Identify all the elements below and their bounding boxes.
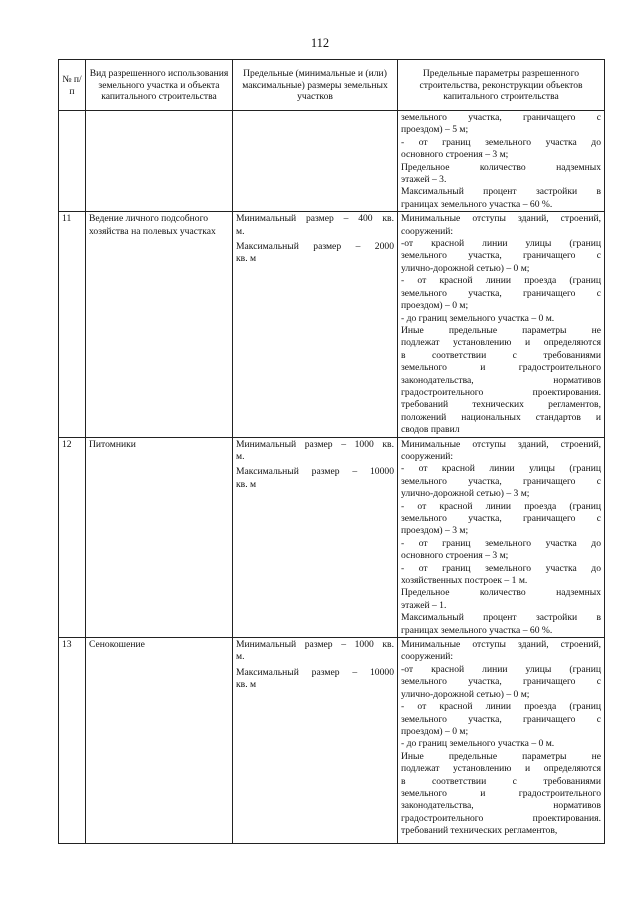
- plot-size-line: Минимальный размер – 400 кв.: [236, 213, 394, 225]
- build-param-line: земельного участка, граничащего с: [401, 513, 601, 524]
- header-plot-sizes: Предельные (минимальные и (или) максимальные) размеры земельных участков: [233, 60, 398, 111]
- build-params-cell: [398, 212, 605, 437]
- build-param-line: в соответствии с требованиями: [401, 349, 601, 361]
- plot-size-line: кв. м: [236, 679, 257, 691]
- build-params-cell: [398, 638, 605, 844]
- build-params-cell: [398, 437, 605, 638]
- build-param-line: основного строения – 3 м;: [401, 149, 509, 161]
- use-kind-cell: [86, 111, 233, 212]
- build-param-line: хозяйственных построек – 1 м.: [401, 575, 528, 587]
- build-param-line: улично-дорожной сетью) – 3 м;: [401, 488, 530, 500]
- build-param-line: -от красной линии улицы (границ: [401, 663, 601, 675]
- plot-size-line: кв. м: [236, 253, 257, 265]
- build-param-line: границах земельного участка – 60 %.: [401, 624, 553, 636]
- build-param-line: проездом) – 0 м;: [401, 300, 469, 312]
- use-kind-cell: Ведение личного подсобного хозяйства на полевых участках: [86, 212, 233, 437]
- plot-size-line: кв. м: [236, 478, 257, 490]
- build-params-cell: [398, 111, 605, 212]
- build-param-line: градостроительного проектирования.: [401, 386, 601, 398]
- build-param-line: требований технических регламентов,: [401, 399, 601, 411]
- build-param-line: сооружений:: [401, 225, 454, 237]
- build-param-line: земельного и градостроительного: [401, 787, 601, 799]
- build-param-line: в соответствии с требованиями: [401, 775, 601, 787]
- build-param-line: сводов правил: [401, 424, 460, 436]
- build-param-line: подлежат установлению и определяются: [401, 337, 601, 349]
- plot-sizes-cell: [233, 437, 398, 638]
- build-param-line: проездом) – 5 м;: [401, 124, 469, 136]
- plot-size-line: м.: [236, 450, 245, 462]
- build-param-line: земельного участка, граничащего с: [401, 713, 601, 725]
- build-param-line: законодательства, нормативов: [401, 374, 601, 386]
- build-param-line: требований технических регламентов,: [401, 825, 558, 837]
- build-param-line: проездом) – 3 м;: [401, 525, 469, 537]
- build-param-line: - от красной линии проезда (границ: [401, 701, 601, 713]
- regulations-table: [58, 59, 605, 844]
- plot-size-line: Минимальный размер – 1000 кв.: [236, 639, 394, 651]
- build-param-line: -от красной линии улицы (границ: [401, 238, 601, 250]
- row-number: [59, 111, 86, 212]
- use-kind-cell: Сенокошение: [86, 638, 233, 844]
- build-param-line: Максимальный процент застройки в: [401, 186, 601, 198]
- build-param-line: Предельное количество надземных: [401, 587, 601, 599]
- plot-size-line: Максимальный размер – 2000: [236, 241, 394, 253]
- build-param-line: земельного участка, граничащего с: [401, 475, 601, 487]
- build-param-line: подлежат установлению и определяются: [401, 763, 601, 775]
- build-param-line: Минимальные отступы зданий, строений,: [401, 639, 601, 651]
- build-param-line: сооружений:: [401, 651, 454, 663]
- build-param-line: - от красной линии проезда (границ: [401, 500, 601, 512]
- use-kind-cell: Питомники: [86, 437, 233, 638]
- build-param-line: - от границ земельного участка до: [401, 537, 601, 549]
- table-row: [59, 638, 605, 844]
- build-param-line: основного строения – 3 м;: [401, 550, 509, 562]
- table-header-row: [59, 60, 605, 111]
- table-row: [59, 212, 605, 437]
- header-use-kind: Вид разрешенного использования земельного участка и объекта капитального строительства: [86, 60, 233, 111]
- build-param-line: улично-дорожной сетью) – 0 м;: [401, 262, 530, 274]
- build-param-line: - до границ земельного участка – 0 м.: [401, 312, 555, 324]
- plot-size-line: Максимальный размер – 10000: [236, 666, 394, 678]
- header-num: № п/п: [59, 60, 86, 111]
- build-param-line: законодательства, нормативов: [401, 800, 601, 812]
- build-param-line: земельного участка, граничащего с: [401, 112, 601, 123]
- build-param-line: Минимальные отступы зданий, строений,: [401, 438, 601, 450]
- build-param-line: Иные предельные параметры не: [401, 750, 601, 762]
- build-param-line: Минимальные отступы зданий, строений,: [401, 213, 601, 225]
- header-build-params: Предельные параметры разрешенного строительства, реконструкции объектов капитального строительства: [398, 60, 605, 111]
- build-param-line: Предельное количество надземных: [401, 161, 601, 173]
- plot-size-line: м.: [236, 651, 245, 663]
- build-param-line: - от красной линии улицы (границ: [401, 463, 601, 475]
- build-param-line: Максимальный процент застройки в: [401, 612, 601, 624]
- build-param-line: - от границ земельного участка до: [401, 136, 601, 148]
- build-param-line: улично-дорожной сетью) – 0 м;: [401, 688, 530, 700]
- build-param-line: этажей – 3.: [401, 174, 447, 186]
- build-param-line: - до границ земельного участка – 0 м.: [401, 738, 555, 750]
- plot-sizes-cell: [233, 111, 398, 212]
- build-param-line: границах земельного участка – 60 %.: [401, 198, 553, 210]
- table-row: [59, 111, 605, 212]
- page-number: 112: [310, 36, 330, 50]
- build-param-line: земельного участка, граничащего с: [401, 287, 601, 299]
- build-param-line: Иные предельные параметры не: [401, 324, 601, 336]
- build-param-line: земельного и градостроительного: [401, 362, 601, 374]
- row-number: 13: [59, 638, 86, 844]
- build-param-line: проездом) – 0 м;: [401, 725, 469, 737]
- plot-size-line: Минимальный размер – 1000 кв.: [236, 438, 394, 450]
- build-param-line: градостроительного проектирования.: [401, 812, 601, 824]
- plot-size-line: Максимальный размер – 10000: [236, 466, 394, 478]
- plot-sizes-cell: [233, 638, 398, 844]
- plot-size-line: м.: [236, 225, 245, 237]
- build-param-line: сооружений:: [401, 450, 454, 462]
- build-param-line: земельного участка, граничащего с: [401, 250, 601, 262]
- row-number: 11: [59, 212, 86, 437]
- build-param-line: - от границ земельного участка до: [401, 562, 601, 574]
- plot-sizes-cell: [233, 212, 398, 437]
- table-row: [59, 437, 605, 638]
- row-number: 12: [59, 437, 86, 638]
- build-param-line: этажей – 1.: [401, 599, 447, 611]
- build-param-line: - от красной линии проезда (границ: [401, 275, 601, 287]
- build-param-line: положений национальных стандартов и: [401, 411, 601, 423]
- build-param-line: земельного участка, граничащего с: [401, 676, 601, 688]
